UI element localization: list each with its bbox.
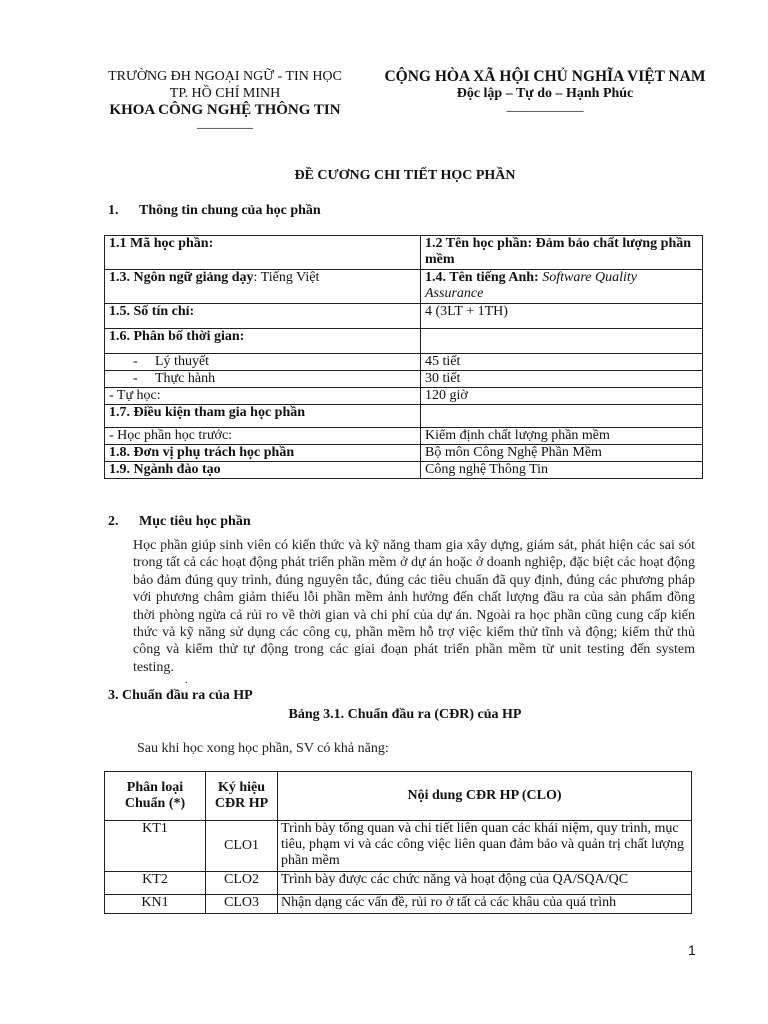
- language-cell: [105, 270, 421, 304]
- course-objective-paragraph: Học phần giúp sinh viên có kiến thức và kỹ năng tham gia xây dựng, giám sát, phát hiện các sai sót trong tất cả các hoạt động phát triển phần mềm ở dự án hoặc ở doanh nghiệp, đặc biệt các hoạt động bảo đảm đúng quy trình, đúng nguyên tắc, đúng các tiêu chuẩn đã quy định, đúng các phương pháp với phương châm giảm thiểu lỗi phần mềm ảnh hưởng đến chất lượng đầu ra của sản phẩm đồng thời phòng ngừa cả rủi ro về thời gian và chi phí của dự án. Ngoài ra học phần cũng cung cấp kiến thức và kỹ năng sử dụng các công cụ, phần mềm hỗ trợ việc kiểm thử tĩnh và động; kiểm thử thủ công và kiểm thử tự động trong các giai đoạn phát triển phần mềm từ unit testing đến system testing.: [133, 538, 695, 675]
- prerequisite-conditions-value: [421, 405, 703, 428]
- clo-content: Nhận dạng các vấn đề, rủi ro ở tất cả các khâu của quá trình: [278, 895, 692, 914]
- practice-text: Thực hành: [155, 371, 216, 386]
- document-title: ĐỀ CƯƠNG CHI TIẾT HỌC PHẦN: [294, 168, 516, 183]
- language-label: 1.3. Ngôn ngữ giảng dạy: [109, 270, 254, 285]
- intro-sentence: Sau khi học xong học phần, SV có khả năng:: [137, 741, 389, 756]
- theory-label: [105, 354, 421, 371]
- clo-category: KT2: [105, 872, 206, 895]
- section-1-heading: [108, 203, 321, 219]
- major-value: Công nghệ Thông Tin: [421, 462, 703, 479]
- time-allocation-value: [421, 329, 703, 354]
- self-study-value: 120 giờ: [421, 388, 703, 405]
- page-number: 1: [688, 942, 696, 958]
- language-value: : Tiếng Việt: [253, 270, 320, 285]
- table-row: [105, 388, 703, 405]
- table-row: [105, 354, 703, 371]
- credits-label: 1.5. Số tín chỉ:: [105, 304, 421, 329]
- national-motto: Độc lập – Tự do – Hạnh Phúc: [456, 86, 634, 101]
- practice-label: [105, 371, 421, 388]
- responsible-unit-value: Bộ môn Công Nghệ Phần Mềm: [421, 445, 703, 462]
- credits-value: 4 (3LT + 1TH): [421, 304, 703, 329]
- theory-text: Lý thuyết: [155, 354, 210, 369]
- table-row: [105, 270, 703, 304]
- english-name-cell: [421, 270, 703, 304]
- table-row: [105, 236, 703, 270]
- section-1-title: Thông tin chung của học phần: [139, 203, 321, 218]
- table-row: [105, 405, 703, 428]
- table-header-row: [105, 772, 692, 821]
- time-allocation-label: 1.6. Phân bố thời gian:: [105, 329, 421, 354]
- clo-code: CLO2: [206, 872, 278, 895]
- clo-category: KT1: [105, 821, 206, 872]
- clo-code: CLO1: [206, 821, 278, 872]
- clo-content: Trình bày được các chức năng và hoạt động của QA/SQA/QC: [278, 872, 692, 895]
- faculty-name: KHOA CÔNG NGHỆ THÔNG TIN: [109, 102, 341, 118]
- prerequisite-conditions-label: 1.7. Điều kiện tham gia học phần: [105, 405, 421, 428]
- clo-category: KN1: [105, 895, 206, 914]
- course-code-label: 1.1 Mã học phần:: [105, 236, 421, 270]
- english-name-value: Software Quality Assurance: [425, 270, 637, 301]
- table-row: [105, 872, 692, 895]
- clo-code: CLO3: [206, 895, 278, 914]
- section-2-number: 2.: [108, 514, 119, 529]
- course-info-table: [104, 235, 703, 479]
- english-name-label: 1.4. Tên tiếng Anh:: [425, 270, 539, 285]
- table-row: [105, 329, 703, 354]
- table-row: [105, 304, 703, 329]
- header-category: Phân loại Chuẩn (*): [105, 772, 206, 821]
- section-3-heading: 3. Chuẩn đầu ra của HP: [108, 688, 253, 703]
- table-row: [105, 895, 692, 914]
- course-name-label: 1.2 Tên học phần: Đảm bảo chất lượng phần mềm: [421, 236, 703, 270]
- self-study-label: - Tự học:: [105, 388, 421, 405]
- section-2-title: Mục tiêu học phần: [139, 514, 251, 529]
- university-header: [80, 68, 370, 129]
- university-city: TP. HỒ CHÍ MINH: [169, 86, 281, 101]
- table-row: [105, 371, 703, 388]
- responsible-unit-label: 1.8. Đơn vị phụ trách học phần: [105, 445, 421, 462]
- section-2-heading: [108, 514, 251, 530]
- university-name: TRƯỜNG ĐH NGOẠI NGỮ - TIN HỌC: [108, 69, 342, 84]
- list-dash: -: [133, 354, 138, 369]
- stray-mark: .: [185, 675, 188, 686]
- theory-value: 45 tiết: [421, 354, 703, 371]
- clo-table: [104, 771, 692, 914]
- table-row: [105, 462, 703, 479]
- national-title: CỘNG HÒA XÃ HỘI CHỦ NGHĨA VIỆT NAM: [384, 68, 706, 85]
- list-dash: -: [133, 371, 138, 386]
- practice-value: 30 tiết: [421, 371, 703, 388]
- major-label: 1.9. Ngành đào tạo: [105, 462, 421, 479]
- header-content: Nội dung CĐR HP (CLO): [278, 772, 692, 821]
- prior-course-value: Kiểm định chất lượng phần mềm: [421, 428, 703, 445]
- table-row: [105, 445, 703, 462]
- prior-course-label: - Học phần học trước:: [105, 428, 421, 445]
- header-left-rule: ________: [197, 116, 253, 131]
- header-right-rule: ___________: [506, 99, 584, 114]
- table-caption: Bảng 3.1. Chuẩn đầu ra (CĐR) của HP: [288, 707, 522, 722]
- table-row: [105, 428, 703, 445]
- table-row: [105, 821, 692, 872]
- header-code: Ký hiệu CĐR HP: [206, 772, 278, 821]
- clo-content: Trình bày tổng quan và chi tiết liên quan các khái niệm, quy trình, mục tiêu, phạm vi và các công việc liên quan đảm bảo và quản trị chất lượng phần mềm: [278, 821, 692, 872]
- section-1-number: 1.: [108, 203, 119, 218]
- national-header: [375, 68, 715, 112]
